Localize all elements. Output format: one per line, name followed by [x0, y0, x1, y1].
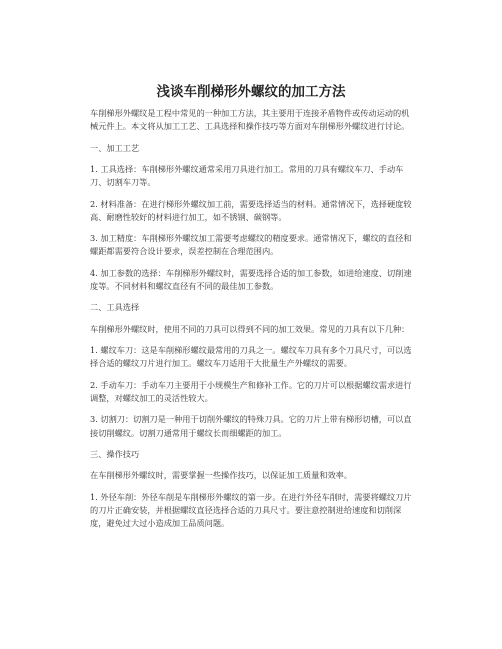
paragraph: 2. 材料准备：在进行梯形外螺纹加工前，需要选择适当的材料。通常情况下，选择硬度较高、耐磨性较好的材料进行加工，如不锈钢、碳钢等。: [90, 198, 412, 222]
paragraph: 车削梯形外螺纹时，使用不同的刀具可以得到不同的加工效果。常见的刀具有以下几种：: [90, 323, 410, 334]
section-heading-tools: 二、工具选择: [90, 302, 140, 313]
document-title: 浅谈车削梯形外螺纹的加工方法: [156, 84, 346, 100]
paragraph: 1. 外径车削：外径车削是车削梯形外螺纹的第一步。在进行外径车削时，需要将螺纹刀片的刀片正确安装，并根据螺纹直径选择合适的刀具尺寸。要注意控制进给速度和切削深度，避免过大过小造成加工品质问题。: [90, 491, 412, 529]
paragraph: 1. 工具选择：车削梯形外螺纹通常采用刀具进行加工。常用的刀具有螺纹车刀、手动车刀、切割车刀等。: [90, 163, 404, 188]
paragraph: 在车削梯形外螺纹时，需要掌握一些操作技巧，以保证加工质量和效率。: [90, 470, 353, 481]
paragraph: 3. 加工精度：车削梯形外螺纹加工需要考虑螺纹的精度要求。通常情况下，螺纹的直径和螺距都需要符合设计要求，误差控制在合理范围内。: [90, 233, 412, 257]
paragraph: 3. 切割刀：切割刀是一种用于切削外螺纹的特殊刀具。它的刀片上带有梯形切槽，可以直接切削螺纹。切割刀通常用于螺纹长而细螺距的加工。: [90, 414, 412, 438]
section-heading-process: 一、加工工艺: [90, 142, 140, 153]
section-heading-techniques: 三、操作技巧: [90, 448, 140, 459]
paragraph: 4. 加工参数的选择：车削梯形外螺纹时，需要选择合适的加工参数，如进给速度、切削速度等。不同材料和螺纹直径有不同的最佳加工参数。: [90, 267, 412, 291]
document-body: [90, 107, 414, 539]
paragraph: 2. 手动车刀：手动车刀主要用于小规模生产和修补工作。它的刀片可以根据螺纹需求进行调整，对螺纹加工的灵活性较大。: [90, 379, 412, 403]
paragraph: 1. 螺纹车刀：这是车削梯形螺纹最常用的刀具之一。螺纹车刀具有多个刀具尺寸，可以选择合适的螺纹刀片进行加工。螺纹车刀适用于大批量生产外螺纹的需要。: [90, 345, 412, 369]
intro-paragraph: 车削梯形外螺纹是工程中常见的一种加工方法，其主要用于连接矛盾物件或传动运动的机械元件上。本文将从加工工艺、工具选择和操作技巧等方面对车削梯形外螺纹进行讨论。: [90, 108, 410, 132]
